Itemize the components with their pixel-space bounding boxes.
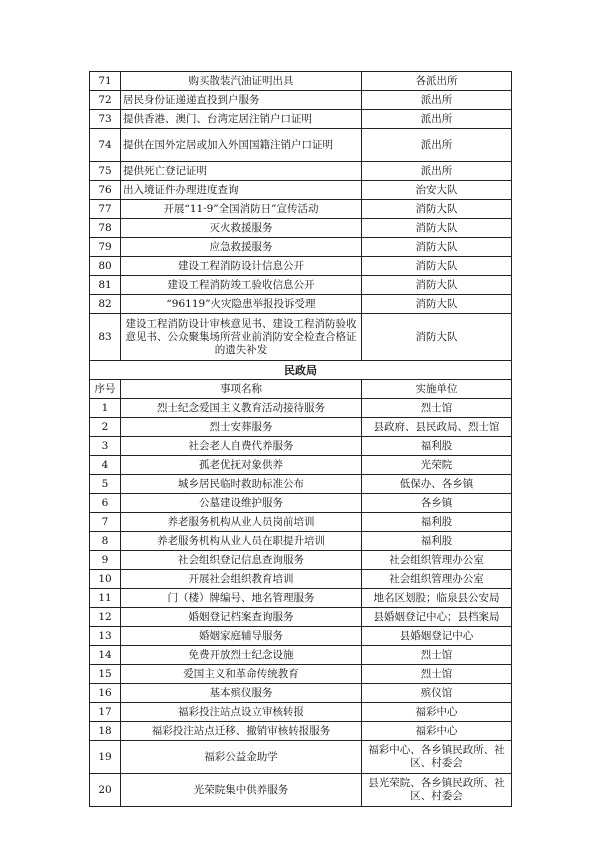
table-row bbox=[90, 238, 512, 257]
row-item-name: 光荣院集中供养服务 bbox=[121, 774, 362, 807]
row-unit: 各乡镇 bbox=[362, 494, 512, 513]
table-row bbox=[90, 589, 512, 608]
row-unit: 县婚姻登记中心 bbox=[362, 627, 512, 646]
row-unit: 派出所 bbox=[362, 162, 512, 181]
table-row bbox=[90, 219, 512, 238]
row-unit: 福彩中心 bbox=[362, 722, 512, 741]
row-unit: 县政府、县民政局、烈士馆 bbox=[362, 418, 512, 437]
table-row bbox=[90, 627, 512, 646]
row-item-name: 孤老优抚对象供养 bbox=[121, 456, 362, 475]
row-number: 81 bbox=[90, 276, 121, 295]
row-unit: 消防大队 bbox=[362, 314, 512, 361]
row-item-name: 社会老人自费代养服务 bbox=[121, 437, 362, 456]
row-number: 20 bbox=[90, 774, 121, 807]
row-number: 3 bbox=[90, 437, 121, 456]
table-row bbox=[90, 456, 512, 475]
row-unit: 消防大队 bbox=[362, 219, 512, 238]
table-row bbox=[90, 91, 512, 110]
row-item-name: 建设工程消防设计审核意见书、建设工程消防验收意见书、公众聚集场所营业前消防安全检查合格证的遗失补发 bbox=[121, 314, 362, 361]
row-item-name: 购买散装汽油证明出具 bbox=[121, 72, 362, 91]
row-unit: 派出所 bbox=[362, 91, 512, 110]
table-row bbox=[90, 129, 512, 162]
row-number: 16 bbox=[90, 684, 121, 703]
row-item-name: 福彩投注站点迁移、撤销审核转报服务 bbox=[121, 722, 362, 741]
table-row bbox=[90, 513, 512, 532]
row-unit: 福利股 bbox=[362, 437, 512, 456]
civil-affairs-heading bbox=[90, 361, 512, 399]
row-number: 83 bbox=[90, 314, 121, 361]
row-item-name: 免费开放烈士纪念设施 bbox=[121, 646, 362, 665]
row-number: 5 bbox=[90, 475, 121, 494]
row-number: 80 bbox=[90, 257, 121, 276]
row-number: 15 bbox=[90, 665, 121, 684]
table-row bbox=[90, 399, 512, 418]
table-row bbox=[90, 181, 512, 200]
row-number: 71 bbox=[90, 72, 121, 91]
row-unit: 福彩中心、各乡镇民政所、社区、村委会 bbox=[362, 741, 512, 774]
row-number: 73 bbox=[90, 110, 121, 129]
table-row bbox=[90, 665, 512, 684]
public-security-rows bbox=[90, 72, 512, 361]
row-item-name: 提供香港、澳门、台湾定居注销户口证明 bbox=[121, 110, 362, 129]
header-name: 事项名称 bbox=[121, 380, 362, 399]
row-number: 19 bbox=[90, 741, 121, 774]
row-number: 2 bbox=[90, 418, 121, 437]
row-item-name: 烈士安葬服务 bbox=[121, 418, 362, 437]
row-number: 14 bbox=[90, 646, 121, 665]
service-table bbox=[89, 71, 512, 807]
header-row bbox=[90, 380, 512, 399]
row-item-name: 公墓建设维护服务 bbox=[121, 494, 362, 513]
row-item-name: 基本殡仪服务 bbox=[121, 684, 362, 703]
row-unit: 消防大队 bbox=[362, 200, 512, 219]
row-number: 12 bbox=[90, 608, 121, 627]
row-item-name: 开展“11·9”全国消防日”宣传活动 bbox=[121, 200, 362, 219]
table-row bbox=[90, 570, 512, 589]
row-number: 9 bbox=[90, 551, 121, 570]
row-item-name: 爱国主义和革命传统教育 bbox=[121, 665, 362, 684]
row-item-name: 提供在国外定居或加入外国国籍注销户口证明 bbox=[121, 129, 362, 162]
table-row bbox=[90, 741, 512, 774]
row-unit: 社会组织管理办公室 bbox=[362, 570, 512, 589]
row-unit: 地名区划股；临泉县公安局 bbox=[362, 589, 512, 608]
table-row bbox=[90, 110, 512, 129]
row-unit: 消防大队 bbox=[362, 276, 512, 295]
row-number: 78 bbox=[90, 219, 121, 238]
row-unit: 消防大队 bbox=[362, 257, 512, 276]
row-item-name: 建设工程消防设计信息公开 bbox=[121, 257, 362, 276]
row-item-name: 福彩投注站点设立审核转报 bbox=[121, 703, 362, 722]
row-number: 76 bbox=[90, 181, 121, 200]
table-row bbox=[90, 774, 512, 807]
row-number: 13 bbox=[90, 627, 121, 646]
row-number: 77 bbox=[90, 200, 121, 219]
table-row bbox=[90, 257, 512, 276]
header-no: 序号 bbox=[90, 380, 121, 399]
header-unit: 实施单位 bbox=[362, 380, 512, 399]
row-unit: 县光荣院、各乡镇民政所、社区、村委会 bbox=[362, 774, 512, 807]
table-row bbox=[90, 494, 512, 513]
civil-affairs-rows bbox=[90, 399, 512, 807]
table-row bbox=[90, 684, 512, 703]
row-unit: 消防大队 bbox=[362, 295, 512, 314]
row-unit: 福利股 bbox=[362, 513, 512, 532]
row-unit: 福彩中心 bbox=[362, 703, 512, 722]
row-item-name: 提供死亡登记证明 bbox=[121, 162, 362, 181]
row-number: 82 bbox=[90, 295, 121, 314]
row-unit: 烈士馆 bbox=[362, 646, 512, 665]
row-item-name: 烈士纪念爱国主义教育活动接待服务 bbox=[121, 399, 362, 418]
row-unit: 殡仪馆 bbox=[362, 684, 512, 703]
table-row bbox=[90, 72, 512, 91]
row-number: 18 bbox=[90, 722, 121, 741]
row-item-name: 城乡居民临时救助标准公布 bbox=[121, 475, 362, 494]
row-item-name: 养老服务机构从业人员岗前培训 bbox=[121, 513, 362, 532]
row-number: 74 bbox=[90, 129, 121, 162]
row-number: 7 bbox=[90, 513, 121, 532]
table-row bbox=[90, 162, 512, 181]
row-unit: 烈士馆 bbox=[362, 665, 512, 684]
row-item-name: 灭火救援服务 bbox=[121, 219, 362, 238]
table-row bbox=[90, 475, 512, 494]
row-item-name: 婚姻家庭辅导服务 bbox=[121, 627, 362, 646]
row-number: 8 bbox=[90, 532, 121, 551]
row-unit: 烈士馆 bbox=[362, 399, 512, 418]
table-row bbox=[90, 437, 512, 456]
row-item-name: 婚姻登记档案查询服务 bbox=[121, 608, 362, 627]
section-row bbox=[90, 361, 512, 380]
row-item-name: 开展社会组织教育培训 bbox=[121, 570, 362, 589]
row-number: 11 bbox=[90, 589, 121, 608]
table-row bbox=[90, 314, 512, 361]
row-item-name: 福彩公益金助学 bbox=[121, 741, 362, 774]
row-unit: 福利股 bbox=[362, 532, 512, 551]
row-number: 10 bbox=[90, 570, 121, 589]
row-number: 75 bbox=[90, 162, 121, 181]
table-row bbox=[90, 532, 512, 551]
table-row bbox=[90, 608, 512, 627]
table-row bbox=[90, 722, 512, 741]
section-title: 民政局 bbox=[90, 361, 512, 380]
table-row bbox=[90, 295, 512, 314]
row-unit: 各派出所 bbox=[362, 72, 512, 91]
table-row bbox=[90, 703, 512, 722]
row-number: 72 bbox=[90, 91, 121, 110]
row-item-name: 出入境证件办理进度查询 bbox=[121, 181, 362, 200]
row-number: 17 bbox=[90, 703, 121, 722]
table-row bbox=[90, 200, 512, 219]
row-item-name: 门（楼）牌编号、地名管理服务 bbox=[121, 589, 362, 608]
row-item-name: 居民身份证递递直投到户服务 bbox=[121, 91, 362, 110]
row-unit: 治安大队 bbox=[362, 181, 512, 200]
row-item-name: 应急救援服务 bbox=[121, 238, 362, 257]
table-row bbox=[90, 418, 512, 437]
row-number: 6 bbox=[90, 494, 121, 513]
table-row bbox=[90, 646, 512, 665]
row-item-name: “96119”火灾隐患举报投诉受理 bbox=[121, 295, 362, 314]
row-number: 1 bbox=[90, 399, 121, 418]
row-unit: 派出所 bbox=[362, 129, 512, 162]
row-number: 79 bbox=[90, 238, 121, 257]
table-row bbox=[90, 551, 512, 570]
row-unit: 低保办、各乡镇 bbox=[362, 475, 512, 494]
row-unit: 派出所 bbox=[362, 110, 512, 129]
row-unit: 社会组织管理办公室 bbox=[362, 551, 512, 570]
row-number: 4 bbox=[90, 456, 121, 475]
row-item-name: 社会组织登记信息查询服务 bbox=[121, 551, 362, 570]
row-item-name: 养老服务机构从业人员在职提升培训 bbox=[121, 532, 362, 551]
row-item-name: 建设工程消防竣工验收信息公开 bbox=[121, 276, 362, 295]
row-unit: 消防大队 bbox=[362, 238, 512, 257]
row-unit: 光荣院 bbox=[362, 456, 512, 475]
table-row bbox=[90, 276, 512, 295]
row-unit: 县婚姻登记中心；县档案局 bbox=[362, 608, 512, 627]
